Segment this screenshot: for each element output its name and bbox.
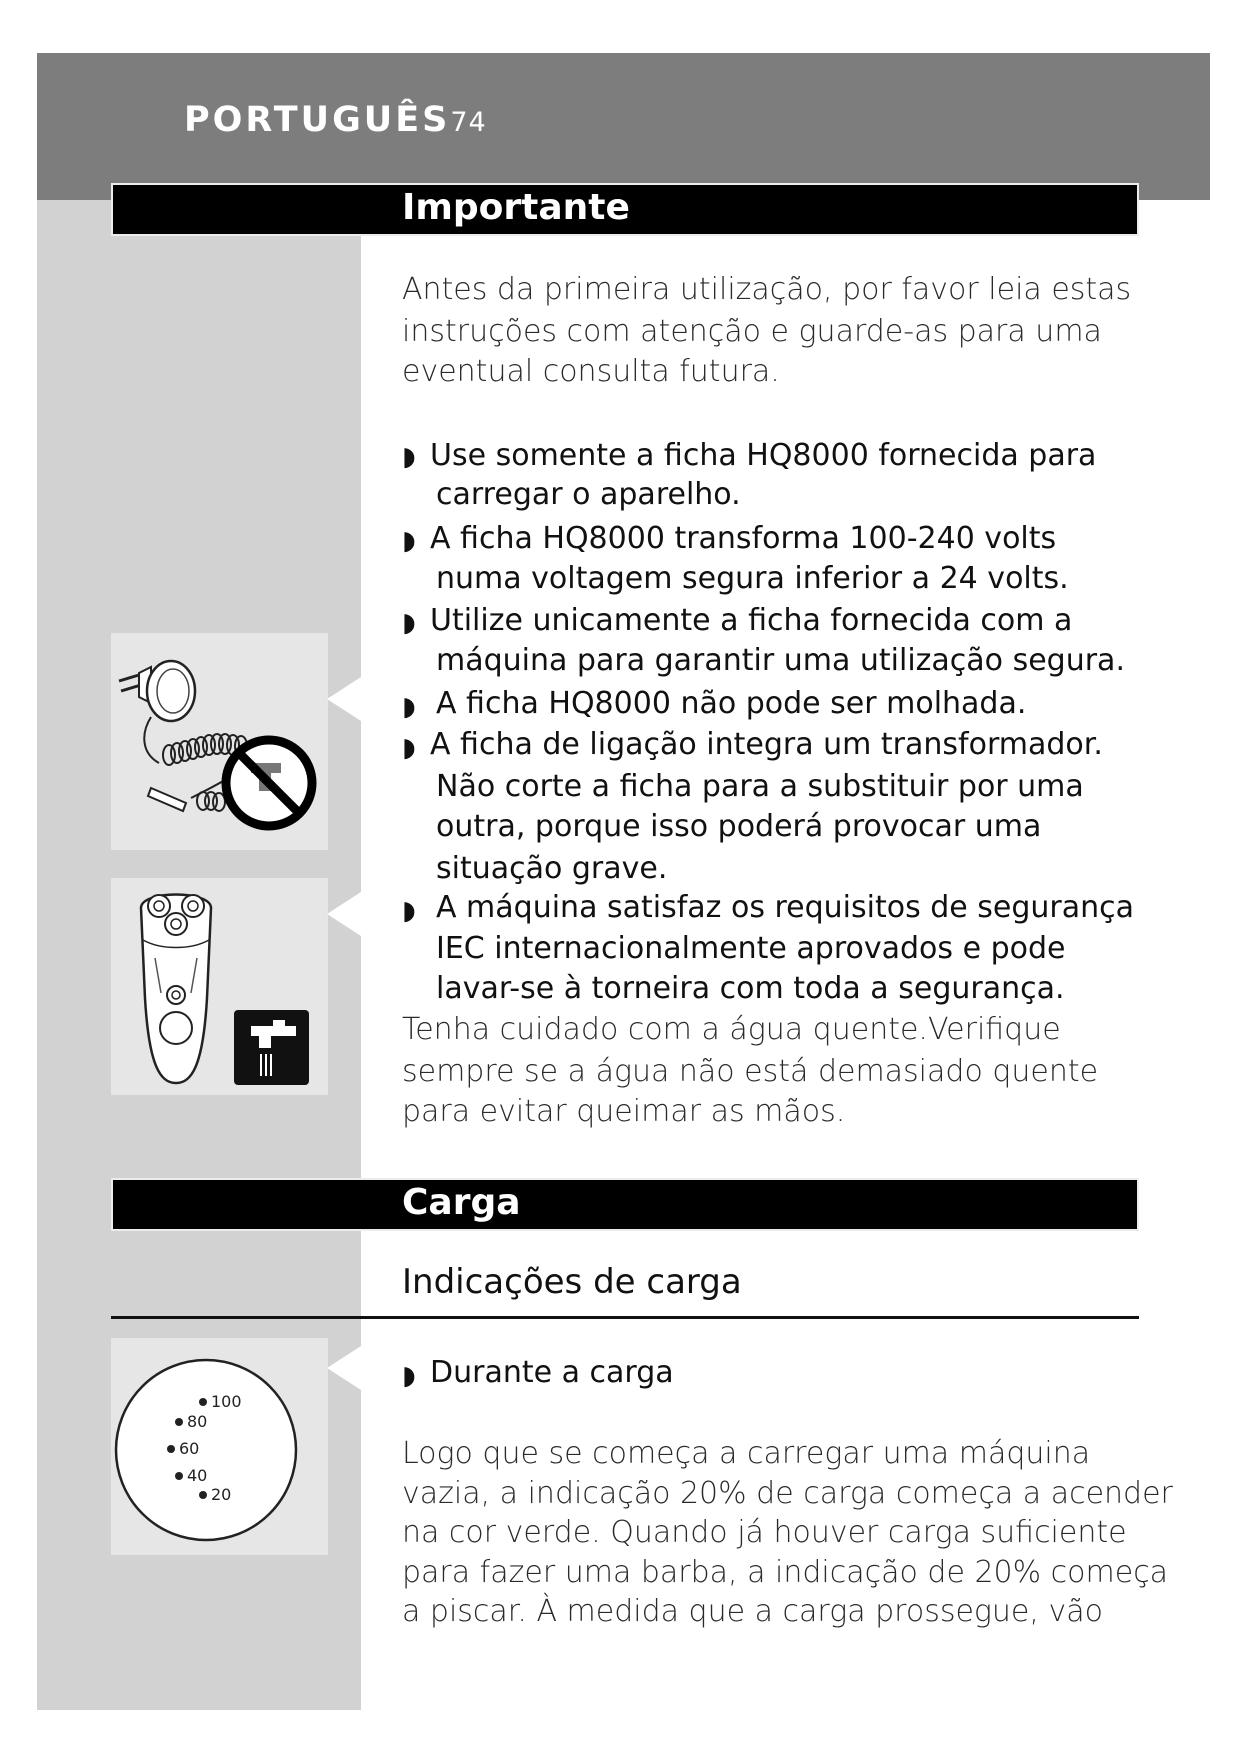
charging-line: a piscar. À medida que a carga prossegue, vão xyxy=(402,1594,1103,1629)
bullet-line: outra, porque isso poderá provocar uma xyxy=(436,809,1042,844)
bullet-line: lavar-se à torneira com toda a segurança. xyxy=(436,971,1065,1006)
pointer-arrow-icon xyxy=(327,892,361,936)
bullet-line: Não corte a ficha para a substituir por uma xyxy=(436,769,1084,804)
charging-line: Logo que se começa a carregar uma máquina xyxy=(402,1436,1091,1471)
bullet-marker-icon: ◗ xyxy=(402,526,416,556)
bullet-marker-icon: ◗ xyxy=(402,733,416,763)
charge-level-60: 60 xyxy=(179,1439,200,1458)
page-number: 74 xyxy=(450,107,487,138)
divider-rule xyxy=(111,1316,1139,1319)
bullet-line: carregar o aparelho. xyxy=(436,477,741,512)
pointer-arrow-icon xyxy=(327,677,361,721)
charge-level-40: 40 xyxy=(187,1466,208,1485)
charge-dial-icon xyxy=(111,1338,328,1555)
bullet-line: Use somente a ficha HQ8000 fornecida para xyxy=(430,438,1097,473)
charging-line: para fazer uma barba, a indicação de 20% começa xyxy=(402,1555,1169,1590)
intro-line: instruções com atenção e guarde-as para uma xyxy=(402,314,1102,349)
caution-line: Tenha cuidado com a água quente.Verifique xyxy=(402,1012,1061,1047)
bullet-line: A máquina satisfaz os requisitos de segurança xyxy=(436,890,1135,925)
bullet-marker-icon: ◗ xyxy=(402,442,416,472)
intro-line: eventual consulta futura. xyxy=(402,354,780,389)
caution-line: sempre se a água não está demasiado quente xyxy=(402,1054,1099,1089)
shaver-water-tap-icon xyxy=(111,878,328,1095)
bullet-line: A ficha de ligação integra um transformador. xyxy=(430,727,1103,762)
section-bar-importante xyxy=(111,183,1139,236)
bullet-line: situação grave. xyxy=(436,851,668,886)
bullet-marker-icon: ◗ xyxy=(402,1361,416,1391)
section-bar-carga xyxy=(111,1178,1139,1231)
charge-indicator-illustration xyxy=(111,1338,328,1555)
charge-level-100: 100 xyxy=(211,1392,242,1411)
section-title-carga: Carga xyxy=(402,1182,521,1223)
bullet-line: A ficha HQ8000 transforma 100-240 volts xyxy=(430,521,1057,556)
charge-level-80: 80 xyxy=(187,1412,208,1431)
subsection-title: Indicações de carga xyxy=(402,1262,742,1302)
charge-level-20: 20 xyxy=(211,1485,232,1504)
pointer-arrow-icon xyxy=(327,1346,361,1390)
bullet-line: máquina para garantir uma utilização segura. xyxy=(436,643,1125,678)
language-header xyxy=(184,100,487,140)
adapter-illustration xyxy=(111,633,328,850)
charging-line: vazia, a indicação 20% de carga começa a acender xyxy=(402,1476,1173,1511)
bullet-line: IEC internacionalmente aprovados e pode xyxy=(436,931,1066,966)
bullet-line: A ficha HQ8000 não pode ser molhada. xyxy=(436,686,1027,721)
intro-line: Antes da primeira utilização, por favor leia estas xyxy=(402,272,1132,307)
language-label: PORTUGUÊS xyxy=(184,100,451,140)
bullet-marker-icon: ◗ xyxy=(402,896,416,926)
section-title-importante: Importante xyxy=(402,187,630,228)
bullet-line: Utilize unicamente a ficha fornecida com a xyxy=(430,603,1073,638)
shaver-illustration xyxy=(111,878,328,1095)
bullet-marker-icon: ◗ xyxy=(402,692,416,722)
adapter-no-water-icon xyxy=(111,633,328,850)
charging-bullet: Durante a carga xyxy=(430,1355,674,1390)
bullet-line: numa voltagem segura inferior a 24 volts. xyxy=(436,561,1069,596)
bullet-marker-icon: ◗ xyxy=(402,608,416,638)
charging-line: na cor verde. Quando já houver carga suficiente xyxy=(402,1515,1127,1550)
caution-line: para evitar queimar as mãos. xyxy=(402,1094,846,1129)
